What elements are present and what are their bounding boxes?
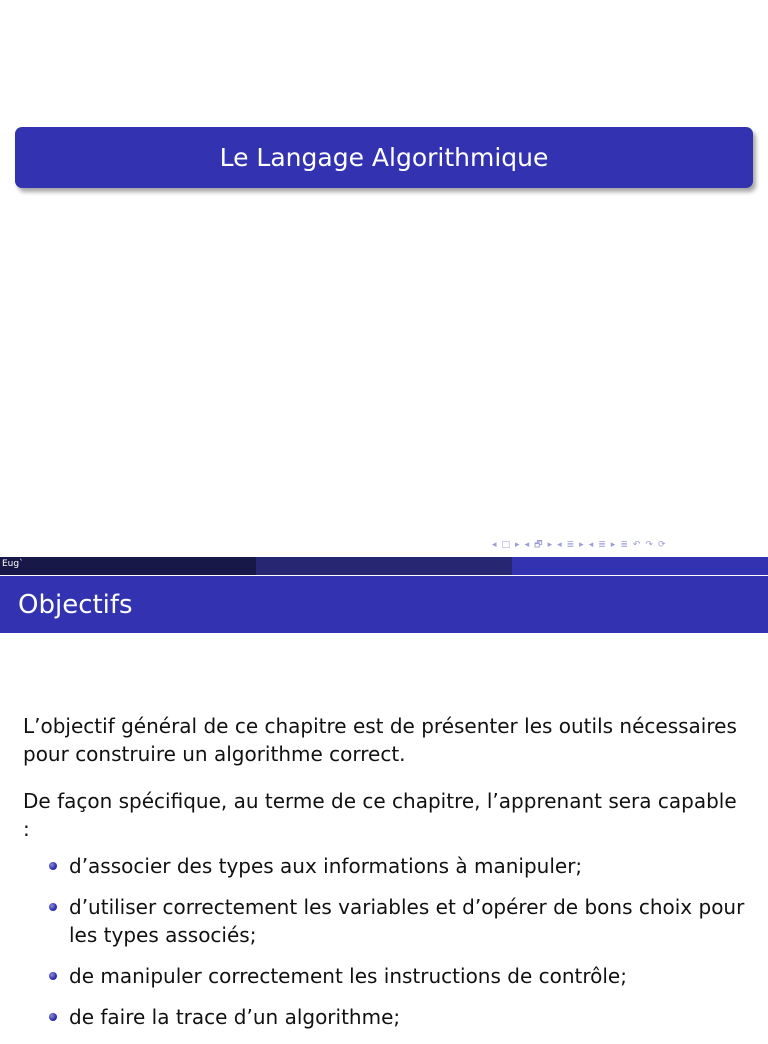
nav-subsection-icon[interactable]: ≣ — [566, 540, 575, 550]
nav-next-frame-icon[interactable]: ▸ — [547, 540, 553, 550]
nav-next-section-icon[interactable]: ▸ — [610, 540, 616, 550]
nav-back-icon[interactable]: ↶ — [632, 540, 641, 550]
nav-forward-icon[interactable]: ↷ — [645, 540, 653, 550]
presentation-title: Le Langage Algorithmique — [219, 143, 549, 172]
bullet-icon — [49, 1013, 57, 1021]
presentation-title-box — [15, 127, 753, 188]
list-item-text: d’utiliser correctement les variables et d’opérer de bons choix pour les types associés; — [69, 895, 745, 947]
list-item — [46, 1003, 748, 1031]
nav-prev-slide-icon[interactable]: ◂ — [492, 540, 497, 550]
nav-prev-section-icon[interactable]: ◂ — [588, 540, 594, 550]
objectives-list — [23, 852, 748, 1031]
bullet-icon — [49, 972, 57, 980]
bullet-icon — [49, 903, 57, 911]
list-item — [46, 962, 748, 990]
nav-search-icon[interactable]: ⟳ — [657, 540, 666, 550]
list-item-text: de faire la trace d’un algorithme; — [69, 1005, 401, 1029]
nav-next-slide-icon[interactable]: ▸ — [515, 540, 520, 550]
headline-segment-author — [0, 557, 256, 575]
beamer-navigation-bar[interactable] — [492, 537, 764, 553]
slide-content — [23, 712, 748, 1044]
slide-headline-bar — [0, 557, 768, 575]
list-item-text: de manipuler correctement les instructions de contrôle; — [69, 964, 627, 988]
objective-paragraph: L’objectif général de ce chapitre est de présenter les outils nécessaires pour construire un algorithme correct. — [23, 714, 737, 766]
nav-prev-frame-icon[interactable]: ◂ — [524, 540, 530, 550]
nav-next-subsection-icon[interactable]: ▸ — [579, 540, 584, 550]
nav-slide-icon[interactable]: □ — [501, 540, 511, 550]
header-author: Eug` — [2, 559, 24, 569]
bullet-icon — [49, 862, 57, 870]
headline-segment-middle — [256, 557, 512, 575]
specific-paragraph: De façon spécifique, au terme de ce chapitre, l’apprenant sera capable : — [23, 789, 737, 841]
list-item — [46, 893, 748, 949]
list-item-text: d’associer des types aux informations à manipuler; — [69, 854, 583, 878]
headline-segment-right — [512, 557, 768, 575]
nav-prev-subsection-icon[interactable]: ◂ — [557, 540, 562, 550]
frame-title: Objectifs — [18, 589, 133, 620]
nav-frame-icon[interactable]: 🗗 — [534, 540, 543, 550]
nav-section-icon[interactable]: ≣ — [598, 540, 606, 550]
list-item — [46, 852, 748, 880]
frame-title-bar — [0, 576, 768, 633]
nav-document-icon[interactable]: ≣ — [620, 540, 628, 550]
